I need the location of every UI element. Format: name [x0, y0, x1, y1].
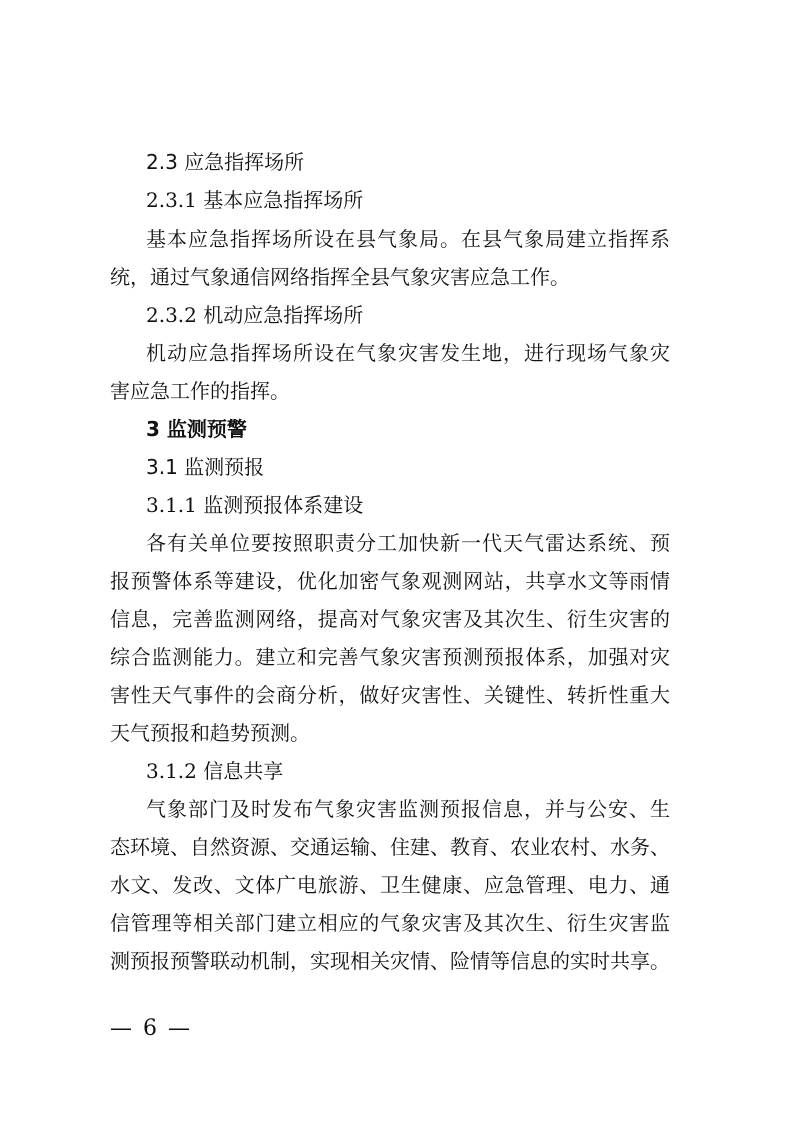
section-3-1-heading: 3.1 监测预报: [146, 455, 265, 479]
paragraph-line: 统，通过气象通信网络指挥全县气象灾害应急工作。: [110, 265, 570, 289]
section-3-1-1-heading: 3.1.1 监测预报体系建设: [146, 493, 364, 517]
paragraph-line: 基本应急指挥场所设在县气象局。在县气象局建立指挥系: [146, 227, 670, 251]
section-2-3-heading: 2.3 应急指挥场所: [146, 150, 305, 174]
section-2-3-1-heading: 2.3.1 基本应急指挥场所: [146, 188, 364, 212]
paragraph-line: 信息，完善监测网络，提高对气象灾害及其次生、衍生灾害的: [110, 607, 670, 631]
paragraph-line: 综合监测能力。建立和完善气象灾害预测预报体系，加强对灾: [110, 645, 670, 669]
paragraph-line: 天气预报和趋势预测。: [110, 721, 310, 745]
paragraph-line: 报预警体系等建设，优化加密气象观测网站，共享水文等雨情: [110, 569, 670, 593]
paragraph-line: 水文、发改、文体广电旅游、卫生健康、应急管理、电力、通: [110, 873, 670, 897]
paragraph-line: 机动应急指挥场所设在气象灾害发生地，进行现场气象灾: [146, 341, 670, 365]
section-3-1-2-heading: 3.1.2 信息共享: [146, 759, 284, 783]
page-number: — 6 —: [110, 1016, 192, 1041]
paragraph-line: 态环境、自然资源、交通运输、住建、教育、农业农村、水务、: [110, 835, 670, 859]
paragraph-line: 各有关单位要按照职责分工加快新一代天气雷达系统、预: [146, 531, 670, 555]
paragraph-line: 害性天气事件的会商分析，做好灾害性、关键性、转折性重大: [110, 683, 670, 707]
section-2-3-2-heading: 2.3.2 机动应急指挥场所: [146, 303, 364, 327]
paragraph-line: 气象部门及时发布气象灾害监测预报信息，并与公安、生: [146, 797, 670, 821]
paragraph-line: 测预报预警联动机制，实现相关灾情、险情等信息的实时共享。: [110, 949, 670, 973]
paragraph-line: 害应急工作的指挥。: [110, 379, 290, 403]
section-3-heading: 3 监测预警: [146, 417, 247, 441]
paragraph-line: 信管理等相关部门建立相应的气象灾害及其次生、衍生灾害监: [110, 911, 670, 935]
